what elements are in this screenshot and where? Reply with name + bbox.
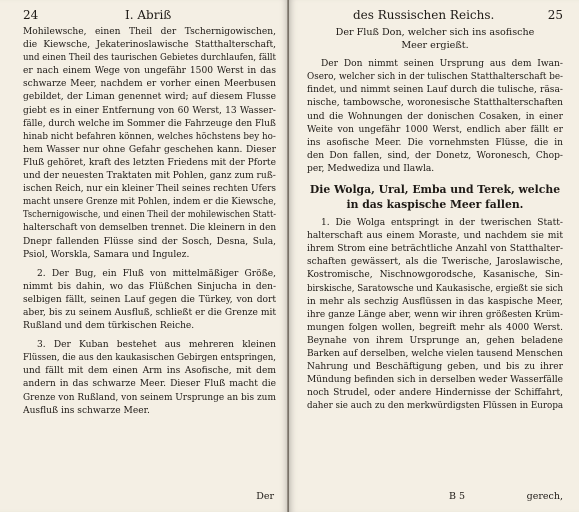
paragraph-bug-line: Rußland und dem türkischen Reiche. [23, 321, 195, 332]
paragraph-don-line: findet, und nimmt seinen Lauf durch die tulische, räsa- [307, 85, 563, 96]
paragraph-wolga-line: Nahrung und Beschäftigung geben, und bis zu ihrer [307, 362, 563, 373]
section-title-line: Meer ergießt. [401, 40, 469, 52]
paragraph-don-line: nische, tambowsche, woronesische Statthalterschaften [307, 98, 563, 109]
text-line: macht unsere Grenze mit Pohlen, indem er die Kiewsche, [23, 197, 276, 208]
right-page [289, 0, 579, 512]
paragraph-kuban-line: Flüssen, die aus den kaukasischen Gebirgen entspringen, [23, 353, 276, 364]
paragraph-don-line: per, Medwediza und Ilawla. [307, 163, 435, 174]
text-line: er nach einem Wege von ungefähr 1500 Werst in das [23, 66, 276, 77]
paragraph-wolga-line: birskische, Saratowsche und Kaukasische, ergießt sie sich [307, 283, 563, 294]
paragraph-don-line: ins asofische Meer. Die vornehmsten Flüsse, die in [307, 137, 563, 148]
text-line: Dnepr fallenden Flüsse sind der Sosch, Desna, Sula, [23, 236, 276, 247]
text-line: halterschaft von demselben trennet. Die kleinern in den [23, 223, 276, 234]
text-line: Tschernigowische, und einen Theil der mohilewischen Statt- [23, 210, 276, 221]
text-line: giebt es in einer Entfernung von 60 Werst, 13 Wasser- [23, 105, 276, 116]
right-page-body [307, 26, 563, 413]
paragraph-kuban-line: Grenze von Rußland, von seinem Ursprunge an bis zum [23, 392, 276, 403]
text-line: und der neuesten Traktaten mit Pohlen, ganz zum ruß- [23, 171, 276, 182]
left-page [0, 0, 288, 512]
paragraph-don-line: Der Don nimmt seinen Ursprung aus dem Iwan- [321, 59, 563, 70]
section-title-line: Die Wolga, Ural, Emba und Terek, welche [309, 183, 561, 197]
section-title-line: in das kaspische Meer fallen. [346, 198, 524, 212]
paragraph-kuban-line: 3. Der Kuban bestehet aus mehreren kleinen [37, 340, 276, 351]
text-line: hinab nicht befahren können, welches höchstens bey ho- [23, 131, 276, 142]
page-number: 24 [23, 8, 39, 22]
section-title-wolga [307, 182, 563, 212]
paragraph-wolga-line: Mündung befinden sich in derselben weder Wasserfälle [307, 375, 563, 386]
text-line: fälle, durch welche im Sommer die Fahrzeuge den Fluß [23, 118, 276, 129]
text-line: Mohilewsche, einen Theil der Tschernigowischen, [23, 27, 276, 37]
left-page-body [23, 26, 276, 418]
paragraph-don-line: und die Wohnungen der donischen Cosaken, in einer [307, 111, 563, 122]
right-page-header [307, 6, 563, 26]
paragraph-don-line: Weite von ungefähr 1000 Werst, endlich aber fällt er [307, 124, 563, 135]
paragraph-wolga-line: ihrem Strom eine beträchtliche Anzahl von Statthalter- [307, 244, 563, 255]
paragraph-bug-line: 2. Der Bug, ein Fluß von mittelmäßiger Größe, [37, 268, 276, 279]
text-line: gebildet, der Liman genennet wird; auf diesem Flusse [23, 92, 276, 103]
paragraph-kuban-line: und fällt mit dem einen Arm ins Asofische, mit dem [23, 366, 276, 377]
paragraph-don-line: Osero, welcher sich in der tulischen Statthalterschaft be- [307, 72, 563, 83]
paragraph-wolga-line: halterschaft aus einem Moraste, und nachdem sie mit [307, 231, 563, 242]
text-line: schwarze Meer, nachdem er vorher einen Meerbusen [23, 79, 276, 90]
signature-mark: B 5 [449, 491, 466, 502]
paragraph-kuban-line: andern in das schwarze Meer. Dieser Fluß macht die [23, 379, 276, 390]
left-page-header [23, 6, 276, 26]
paragraph-bug-line: nimmt bis dahin, wo das Flüßchen Sinjucha in den- [23, 281, 276, 292]
catchword: gerech, [526, 491, 563, 502]
paragraph-wolga-line: daher sie auch zu den merkwürdigsten Flüssen in Europa [307, 401, 563, 412]
paragraph-wolga-line: Kostromische, Nischnowgorodsche, Kasanische, Sin- [307, 270, 563, 281]
paragraph-bug-line: aber, bis zu seinem Ausfluß, schließt er die Grenze mit [23, 307, 276, 318]
paragraph-wolga-line: Barken auf derselben, welche vielen tausend Menschen [307, 348, 563, 359]
paragraph-wolga-line: 1. Die Wolga entspringt in der twerischen Statt- [321, 218, 563, 229]
paragraph-kuban-line: Ausfluß ins schwarze Meer. [23, 405, 150, 416]
paragraph-wolga-line: mungen folgen wollen, begreift mehr als 4000 Werst. [307, 322, 563, 333]
text-line: hem Wasser nur ohne Gefahr geschehen kann. Dieser [23, 144, 276, 155]
text-line: ischen Reich, nur ein kleiner Theil seines rechten Ufers [23, 184, 276, 195]
paragraph-wolga-line: noch Strudel, oder andere Hindernisse der Schiffahrt, [307, 388, 563, 399]
section-title-line: Der Fluß Don, welcher sich ins asofische [335, 27, 535, 38]
text-line: Fluß gehöret, kraft des letzten Friedens mit der Pforte [23, 157, 276, 168]
text-line: und einen Theil des taurischen Gebietes durchlaufen, fällt [23, 53, 276, 64]
page-number: 25 [547, 8, 563, 22]
paragraph-wolga-line: Beynahe von ihrem Ursprunge an, gehen beladene [307, 335, 563, 346]
running-head: des Russischen Reichs. [353, 8, 495, 22]
paragraph-don-line: den Don fallen, sind, der Donetz, Woronesch, Chop- [307, 150, 563, 161]
paragraph-bug-line: selbigen fällt, seinen Lauf gegen die Türkey, von dort [23, 294, 276, 305]
section-title-don [307, 26, 563, 52]
paragraph-wolga-line: in mehr als sechzig Ausflüssen in das kaspische Meer, [307, 296, 563, 307]
text-line: Psiol, Worskla, Samara und Ingulez. [23, 249, 190, 260]
running-head: I. Abriß [125, 8, 172, 22]
text-line: die Kiewsche, Jekaterinoslawische Statthalterschaft, [23, 40, 276, 51]
paragraph-wolga-line: schaften gewässert, als die Twerische, Jaroslawische, [307, 257, 563, 268]
catchword: Der [256, 491, 274, 502]
paragraph-wolga-line: ihre ganze Länge aber, wenn wir ihren größesten Krüm- [307, 309, 563, 320]
